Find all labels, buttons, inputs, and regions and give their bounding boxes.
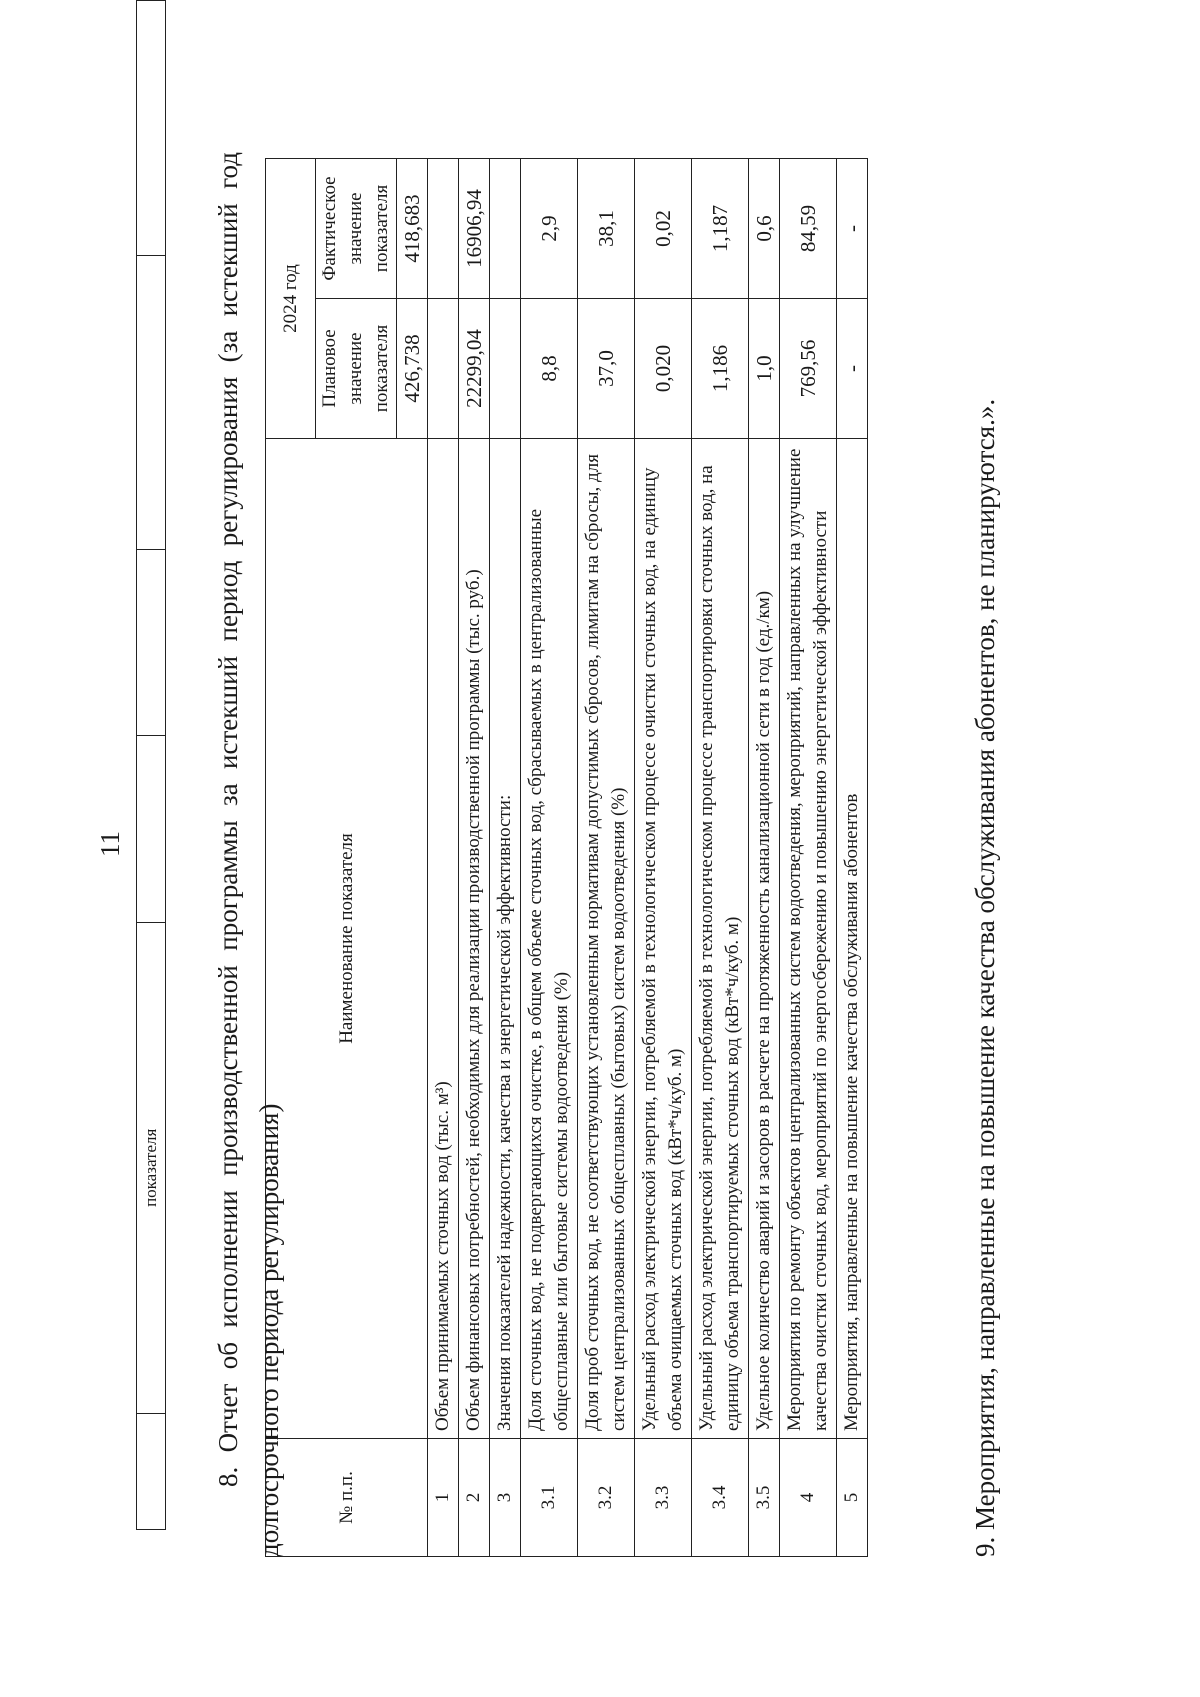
cell-name: Доля проб сточных вод, не соответствующих установленным нормативам допустимых сбросов, лимитам на сбросы, для систем централизованных общесплавных (бытовых) систем водоотведения (%): [578, 439, 635, 1439]
cell-actual: 16906,94: [459, 158, 490, 298]
cell-planned: 1,186: [692, 299, 749, 439]
cell-num: 4: [780, 1439, 837, 1557]
section-8-title-line1: 8. Отчет об исполнении производственной программы за истекший период регулирования (за истекший год: [213, 152, 243, 1487]
section-8-title-line2: долгосрочного периода регулирования): [254, 1103, 284, 1557]
cell-name: Удельный расход электрической энергии, потребляемой в технологическом процессе транспортировки сточных вод, на единицу объема транспортируемых сточных вод (кВт*ч/куб. м): [692, 439, 749, 1439]
page-number: 11: [95, 831, 125, 857]
cell-name: Удельный расход электрической энергии, потребляемой в технологическом процессе очистки сточных вод, на единицу объема очищаемых сточных вод (кВт*ч/куб. м): [635, 439, 692, 1439]
cell-name: Доля сточных вод, не подвергающихся очистке, в общем объеме сточных вод, сбрасываемых в централизованные общесплавные или бытовые системы водоотведения (%): [521, 439, 578, 1439]
cell-name: Мероприятия по ремонту объектов централизованных систем водоотведения, мероприятий, направленных на улучшение качества очистки сточных вод, мероприятий по энергосбережению и повышению энергетической эффективности: [780, 439, 837, 1439]
cell-actual: -: [837, 158, 868, 298]
header-number: № п.п.: [266, 1439, 428, 1557]
cell-num: 2: [459, 1439, 490, 1557]
header-planned: Плановое значение показателя: [316, 299, 397, 439]
cell-planned: [490, 299, 521, 439]
cell-actual: [490, 158, 521, 298]
cell-actual: 418,683: [397, 158, 428, 298]
cell-num: 3.1: [521, 1439, 578, 1557]
cell-name: Значения показателей надежности, качества и энергетической эффективности:: [490, 439, 521, 1439]
cell-num: 3.3: [635, 1439, 692, 1557]
header-actual: Фактическое значение показателя: [316, 158, 397, 298]
cell-actual: 0,6: [749, 158, 780, 298]
cell-planned: 22299,04: [459, 299, 490, 439]
section-9-text: 9. Мероприятия, направленные на повышение качества обслуживания абонентов, не планируются.».: [970, 398, 1000, 1557]
cell-num: 3.2: [578, 1439, 635, 1557]
cell-actual: 38,1: [578, 158, 635, 298]
cell-actual: 1,187: [692, 158, 749, 298]
cell-actual: 0,02: [635, 158, 692, 298]
cell-name: Объем принимаемых сточных вод (тыс. м³): [428, 439, 459, 1439]
cell-actual: 2,9: [521, 158, 578, 298]
cell-planned: 37,0: [578, 299, 635, 439]
cell-planned: 769,56: [780, 299, 837, 439]
cell-num: 3.4: [692, 1439, 749, 1557]
cell-planned: 0,020: [635, 299, 692, 439]
header-year: 2024 год: [266, 158, 316, 438]
cell-name: Удельное количество аварий и засоров в расчете на протяженность канализационной сети в год (ед./км): [749, 439, 780, 1439]
cell-num: 3.5: [749, 1439, 780, 1557]
cell-planned: -: [837, 299, 868, 439]
prev-table-cell: показателя: [137, 922, 166, 1413]
cell-num: 3: [490, 1439, 521, 1557]
report-table: [265, 158, 868, 1557]
cell-planned: 426,738: [397, 299, 428, 439]
cell-planned: 1,0: [749, 299, 780, 439]
header-name: Наименование показателя: [266, 439, 428, 1439]
cell-num: 5: [837, 1439, 868, 1557]
cell-actual: 84,59: [780, 158, 837, 298]
cell-name: Мероприятия, направленные на повышение качества обслуживания абонентов: [837, 439, 868, 1439]
cell-planned: 8,8: [521, 299, 578, 439]
cell-num: 1: [428, 1439, 459, 1557]
previous-table-fragment: [136, 0, 166, 1530]
cell-name: Объем финансовых потребностей, необходимых для реализации производственной программы (тыс. руб.): [459, 439, 490, 1439]
